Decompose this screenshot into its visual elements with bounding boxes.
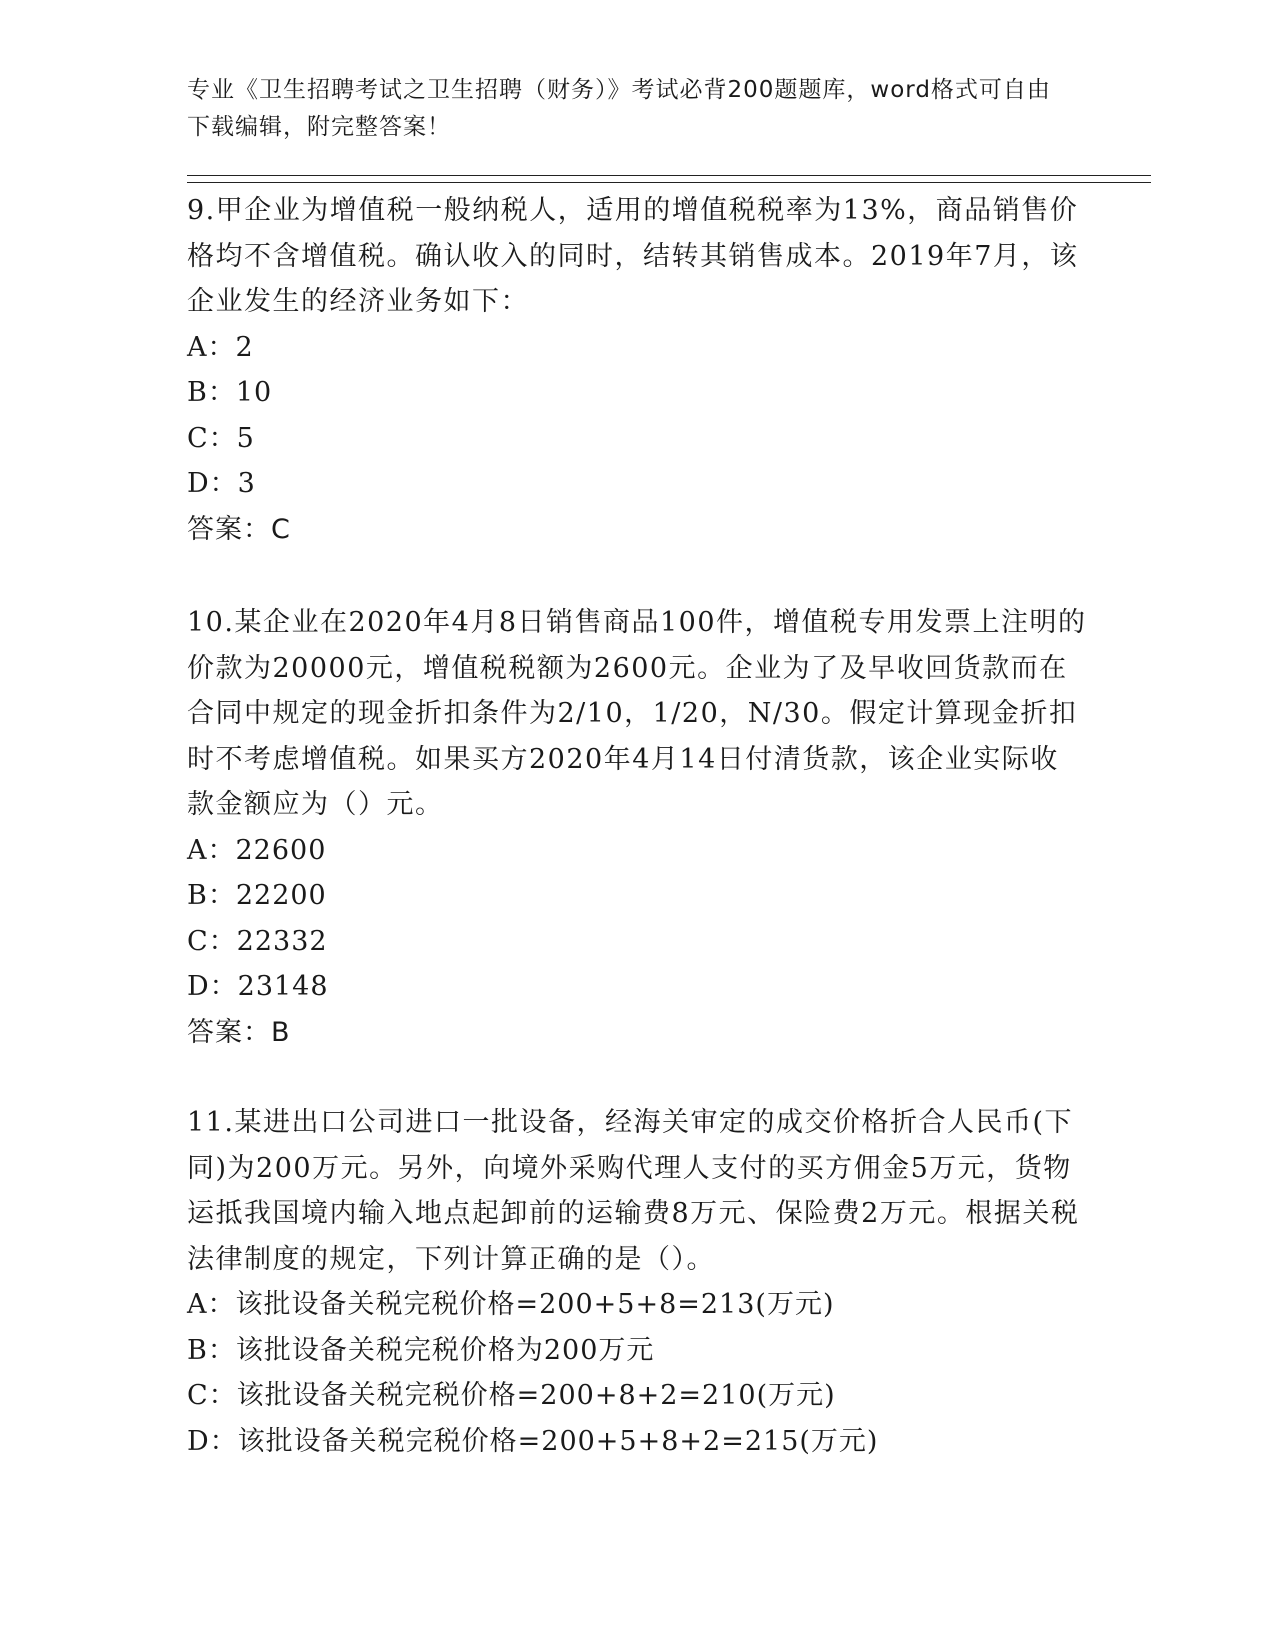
option-d: D：该批设备关税完税价格=200+5+8+2=215(万元) [187,1425,879,1457]
question-text: 9.甲企业为增值税一般纳税人，适用的增值税税率为13%，商品销售价格均不含增值税。确认收入的同时，结转其销售成本。2019年7月，该企业发生的经济业务如下： [187,195,1079,317]
answer: 答案：C [187,513,291,545]
question-text: 11.某进出口公司进口一批设备，经海关审定的成交价格折合人民币(下同)为200万元。另外，向境外采购代理人支付的买方佣金5万元，货物运抵我国境内输入地点起卸前的运输费8万元、保险费2万元。根据关税法律制度的规定，下列计算正确的是（）。 [187,1107,1080,1275]
question-text: 10.某企业在2020年4月8日销售商品100件，增值税专用发票上注明的价款为20000元，增值税税额为2600元。企业为了及早收回货款而在合同中规定的现金折扣条件为2/10，1/20，N/30。假定计算现金折扣时不考虑增值税。如果买方2020年4月14日付清货款，该企业实际收款金额应为（）元。 [187,607,1087,820]
option-a: A：2 [187,331,254,363]
option-b: B：10 [187,377,273,408]
question-11 [187,1100,1087,1464]
question-9 [187,188,1087,552]
answer: 答案：B [187,1016,291,1048]
option-d: D：23148 [187,971,329,1002]
option-c: C：该批设备关税完税价格=200+8+2=210(万元) [187,1380,836,1411]
header-divider-top [187,175,1151,176]
option-c: C：5 [187,422,255,454]
header-divider-bottom [187,182,1151,183]
option-b: B：该批设备关税完税价格为200万元 [187,1334,655,1366]
question-10 [187,600,1087,1055]
option-c: C：22332 [187,925,328,957]
document-header: 专业《卫生招聘考试之卫生招聘（财务）》考试必背200题题库，word格式可自由下载编辑，附完整答案！ [187,77,1051,140]
option-d: D：3 [187,468,256,499]
option-b: B：22200 [187,880,327,911]
option-a: A：22600 [187,834,327,866]
option-a: A：该批设备关税完税价格=200+5+8=213(万元) [187,1289,835,1320]
